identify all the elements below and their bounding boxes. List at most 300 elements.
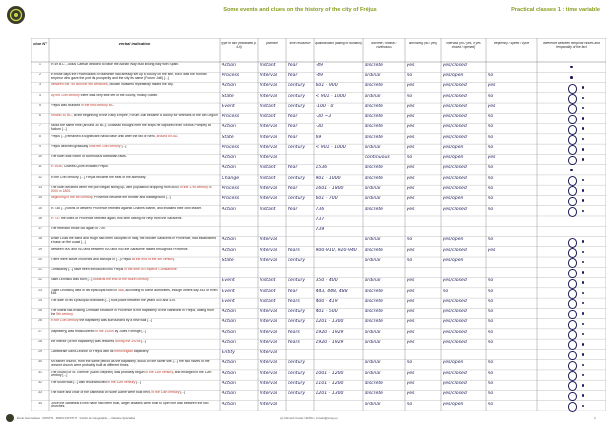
verbal-indication: In 736 [...] towns of western Provence rebelled against Charles Martel, and installed their own leader. xyxy=(50,206,202,210)
annotation-res: century xyxy=(287,103,306,109)
clue-number: 34 xyxy=(38,401,42,405)
column-header: quantification (dating or duration) xyxy=(315,42,362,45)
difference-circle-mark xyxy=(568,320,577,330)
column-header: type of fact (restatuted p. 4-6) xyxy=(221,42,257,49)
difference-dot-mark xyxy=(582,353,585,356)
difference-dot-mark xyxy=(582,148,585,151)
annotation-f: no xyxy=(487,196,494,202)
difference-circle-mark xyxy=(568,248,577,258)
annotation-a: yes xyxy=(406,288,415,294)
annotation-f: yes xyxy=(487,83,496,89)
highlighted-time-expression: In 737 xyxy=(50,216,60,220)
annotation-f xyxy=(488,258,536,267)
annotation-i: yes/closed xyxy=(442,114,467,120)
verbal-indication: In 1536, Charles-Quint invaded Fréjus. xyxy=(50,165,109,169)
annotation-prim: Interval xyxy=(259,401,278,407)
annotation-d: discrete xyxy=(364,288,383,294)
annotation-res: century xyxy=(287,391,306,397)
annotation-f: no xyxy=(487,319,494,325)
annotation-a: no xyxy=(406,93,413,99)
annotation-a: yes xyxy=(406,83,415,89)
annotation-i: yes/closed xyxy=(442,62,467,68)
annotation-i: yes/open xyxy=(442,401,464,407)
verbal-indication: Fréjus was founded in the first century BC. xyxy=(50,103,115,107)
annotation-f: yes xyxy=(487,247,496,253)
annotation-d: discrete xyxy=(364,247,383,253)
highlighted-time-expression: around 69 AD xyxy=(156,134,178,138)
annotation-a: yes xyxy=(406,309,415,315)
annotation-a: yes xyxy=(406,247,415,253)
annotation-prim: Interval xyxy=(259,185,278,191)
annotation-q xyxy=(316,268,362,277)
annotation-prim: Interval xyxy=(259,309,278,315)
difference-dot-mark xyxy=(582,158,585,161)
column-header: frequency / speed / cycle xyxy=(493,42,530,45)
annotation-f xyxy=(488,217,536,226)
annotation-q: 1536 xyxy=(315,165,328,171)
annotation-f: no xyxy=(487,329,494,335)
annotation-d: ordinal xyxy=(364,339,381,345)
difference-circle-mark xyxy=(568,104,577,114)
annotation-i: yes/closed xyxy=(442,206,467,212)
clue-number: 2 xyxy=(39,73,41,77)
annotation-q: 1601 - 1800 xyxy=(315,185,344,191)
annotation-a: no xyxy=(406,237,413,243)
annotation-a: yes xyxy=(406,62,415,68)
verbal-indication: The church of St. Etienne (Saint Stephen) was probably begun in the 11th century, and enlarged in the 12th century [...] xyxy=(50,370,212,378)
annotation-d: ordinal xyxy=(364,278,381,284)
difference-circle-mark xyxy=(568,207,577,217)
verbal-indication: The town declined when the port began silting up, with population dropping from 8000 in the 17th century to 2000 in 1800. xyxy=(50,185,212,193)
annotation-i xyxy=(443,350,485,359)
annotation-a: yes xyxy=(406,103,415,109)
verbal-indication: About the same time (around 30 BC), Octavian brought here the ships he captured from Sextus Pompey at Actium [...] xyxy=(50,124,211,132)
annotation-i: yes/closed xyxy=(442,298,467,304)
annotation-i: no xyxy=(442,288,449,294)
annotation-i: yes/open xyxy=(442,257,464,263)
annotation-i: yes/open xyxy=(442,360,464,366)
annotation-i: yes/closed xyxy=(442,83,467,89)
annotation-q: -49 xyxy=(315,62,324,68)
highlighted-time-expression: during the 1920s xyxy=(115,339,141,343)
highlighted-time-expression: Beginning in the 6th century xyxy=(50,196,93,200)
difference-circle-mark xyxy=(568,299,577,309)
difference-dot-mark xyxy=(582,117,585,120)
annotation-type: State xyxy=(221,134,234,140)
annotation-q: 401 - 500 xyxy=(315,309,338,315)
annotation-i: yes/closed xyxy=(442,165,467,171)
annotation-i: yes/closed xyxy=(442,329,467,335)
clue-number: 11 xyxy=(38,165,42,169)
annotation-res xyxy=(288,237,313,246)
annotation-type xyxy=(222,227,257,236)
annotation-res: century xyxy=(287,83,306,89)
column-header: verbal indication xyxy=(118,42,151,46)
annotation-res xyxy=(288,227,313,236)
verbal-indication: The nave and choir of the cathedral of Notre Dame were built next, in the 13th century [...] xyxy=(50,391,186,395)
highlighted-time-expression: until the 10th century xyxy=(89,144,121,148)
verbal-indication: There were active churches and bishops in [...] Fréjus at the end of the 4th century. xyxy=(50,257,175,261)
column-header: discrete / ordinal / continuous xyxy=(371,42,397,49)
annotation-res: century xyxy=(287,93,306,99)
page-subtitle: Practical classes 1 : time variable xyxy=(511,7,600,13)
annotation-res: Year xyxy=(287,73,298,79)
annotation-a: yes xyxy=(406,144,415,150)
verbal-indication: Christianity [...] have been introduced into Fréjus in the time of Emperor Constantine. xyxy=(50,268,178,272)
highlighted-time-expression: In 1536 xyxy=(50,165,62,169)
column-header: time resolution xyxy=(289,42,311,45)
column-header: intervals (no / yes, if yes closed / opened) xyxy=(446,42,481,49)
difference-circle-mark xyxy=(568,125,577,135)
annotation-d: discrete xyxy=(364,391,383,397)
annotation-type: Action xyxy=(221,237,236,243)
annotation-a: yes xyxy=(406,370,415,376)
annotation-prim: Interval xyxy=(259,339,278,345)
annotation-type: Process xyxy=(221,114,240,120)
annotation-prim: Interval xyxy=(259,144,278,150)
annotation-f: no xyxy=(487,144,494,150)
clue-number: 23 xyxy=(38,288,42,292)
clue-number: 9 xyxy=(39,144,41,148)
difference-circle-mark xyxy=(568,402,577,412)
annotation-res: Year xyxy=(287,165,298,171)
annotation-type: Action xyxy=(221,309,236,315)
annotation-f: no xyxy=(487,288,494,294)
annotation-res: century xyxy=(287,381,306,386)
annotation-f xyxy=(488,63,536,72)
annotation-q xyxy=(316,402,362,411)
verbal-indication: [baptistery] was rediscovered in the 1920s by Jules Formigé [...] xyxy=(50,329,147,333)
verbal-indication: By the 10th century there was very little left of the colony, mostly rubble. xyxy=(50,93,159,97)
annotation-prim: Interval xyxy=(259,83,278,89)
difference-dot-mark xyxy=(582,323,585,326)
annotation-type: Process xyxy=(221,185,240,191)
annotation-d: ordinal xyxy=(364,257,381,263)
clue-number: 27 xyxy=(38,329,42,333)
annotation-prim: Instant xyxy=(259,165,276,171)
annotation-a: no xyxy=(406,155,413,161)
annotation-a xyxy=(407,217,440,226)
annotation-i xyxy=(443,217,485,226)
verbal-indication: In 49 B.C., Julius Caesar decided to base the Adrian Way built linking Italy with Spain. xyxy=(50,62,180,66)
footer-center: (c) Clément Coulet / ENSG / ccoulet@ensg.eu xyxy=(280,416,338,420)
annotation-f: no xyxy=(487,360,494,366)
annotation-f: no xyxy=(487,237,494,243)
annotation-q: 900-910, 920-940 xyxy=(315,247,357,253)
verbal-indication: In the 13th century the baptistery was surrounded by a new wall [...] xyxy=(50,319,152,323)
annotation-f xyxy=(488,350,536,359)
clue-number: 28 xyxy=(38,339,42,343)
annotation-res: Year xyxy=(287,185,298,191)
annotation-prim: Interval xyxy=(259,134,278,140)
footer-left: École Géomatique · MOSTIS · PARIS INSTITUT · Institut de Géographie — Mastère Spécialisé xyxy=(17,416,136,420)
annotation-f: no xyxy=(487,175,494,181)
annotation-q: 1201 - 1300 xyxy=(315,319,344,325)
annotation-type: Process xyxy=(221,144,240,150)
annotation-d: continuous xyxy=(364,155,390,161)
difference-circle-mark xyxy=(568,135,577,145)
annotation-a: no xyxy=(406,401,413,407)
annotation-d xyxy=(365,268,404,277)
annotation-prim: Interval xyxy=(259,196,278,202)
difference-dot-mark xyxy=(582,199,585,202)
annotation-d: discrete xyxy=(364,114,383,120)
annotation-i: yes/closed xyxy=(442,391,467,397)
difference-circle-mark xyxy=(568,84,577,94)
annotation-q: < 901 - 1000 xyxy=(315,93,346,99)
verbal-indication: Cathédrale Saint-Léonce of Fréjus with its merovingian baptistery xyxy=(50,350,149,354)
annotation-f xyxy=(488,227,536,236)
verbal-indication: In 737 the cities of Provence rebelled again, this time calling for help from the Saracens xyxy=(50,216,182,220)
annotation-f: no xyxy=(487,381,494,386)
annotation-a: yes xyxy=(406,319,415,325)
difference-circle-mark xyxy=(568,258,577,268)
annotation-q xyxy=(316,155,362,164)
highlighted-time-expression: In the 13th century xyxy=(50,319,79,323)
annotation-prim xyxy=(260,227,285,236)
highlighted-time-expression: 5th century xyxy=(56,311,73,316)
annotation-type: Action xyxy=(221,247,236,253)
annotation-type: Change xyxy=(221,175,240,181)
annotation-res: century xyxy=(287,278,306,284)
annotation-a: yes xyxy=(406,381,415,386)
clue-number: 8 xyxy=(39,134,41,138)
highlighted-time-expression: Around 30 BC xyxy=(50,114,72,118)
verbal-indication: The south wall [...] was reconstructed in the 12th century [...] xyxy=(50,381,141,384)
annotation-a: no xyxy=(406,257,413,263)
difference-circle-mark xyxy=(568,94,577,104)
annotation-d xyxy=(365,217,404,226)
highlighted-time-expression: 488 xyxy=(117,288,124,292)
difference-dot-mark xyxy=(582,127,585,130)
annotation-d: discrete xyxy=(364,62,383,68)
clue-number: 15 xyxy=(38,206,42,210)
annotation-i: yes/closed xyxy=(442,247,467,253)
highlighted-time-expression: merovingian xyxy=(114,350,133,354)
clue-table xyxy=(31,38,606,411)
annotation-q: 1920 - 1929 xyxy=(315,339,344,345)
annotation-d: discrete xyxy=(364,309,383,315)
verbal-indication: [Saint Leontius] died in his episcopal town in 488, according to some authorities, though others say 443 or even 448. xyxy=(50,288,218,296)
annotation-a xyxy=(407,268,440,277)
annotation-f: no xyxy=(487,391,494,397)
annotation-q: 443, 448, 488 xyxy=(315,288,348,294)
annotation-prim: Interval xyxy=(259,391,278,397)
annotation-res: century xyxy=(287,196,306,202)
annotation-res: Year xyxy=(287,206,298,212)
highlighted-time-expression: in the 17th century to 2000 in 1800 xyxy=(50,185,212,193)
difference-dot-mark xyxy=(582,312,585,315)
annotation-d: discrete xyxy=(364,319,383,325)
annotation-type: Action xyxy=(221,339,236,345)
annotation-d: discrete xyxy=(364,103,383,109)
annotation-type: Action xyxy=(221,329,236,335)
annotation-i: yes/closed xyxy=(442,103,467,109)
annotation-q: 601 - 700 xyxy=(315,196,338,202)
difference-dot-mark xyxy=(570,169,573,172)
annotation-res: century xyxy=(287,370,306,376)
annotation-type: Action xyxy=(221,83,236,89)
verbal-indication: While Louis the Blind and Hugh had been occupied in Italy, the Muslim Saracens in Provence, had established a base on the coast [...] xyxy=(50,237,216,244)
annotation-q xyxy=(316,237,362,246)
annotation-q: 1201 - 1300 xyxy=(315,391,344,397)
difference-dot-mark xyxy=(582,384,585,387)
annotation-d: ordinal xyxy=(364,196,381,202)
annotation-d: ordinal xyxy=(364,144,381,150)
annotation-prim: Instant xyxy=(259,278,276,284)
annotation-a: no xyxy=(406,360,413,366)
clue-number: 13 xyxy=(38,185,42,189)
clue-number: 12 xyxy=(38,175,42,179)
clue-number: 3 xyxy=(39,83,41,87)
clue-number: 29 xyxy=(38,350,42,354)
annotation-f: no xyxy=(487,93,494,99)
annotation-prim: Interval xyxy=(259,93,278,99)
annotation-q: -30 ~3 xyxy=(315,114,332,120)
annotation-f: no xyxy=(487,114,494,120)
annotation-f: no xyxy=(487,185,494,191)
clue-number: 19 xyxy=(38,247,42,251)
annotation-f: no xyxy=(487,370,494,376)
annotation-type: Action xyxy=(221,370,236,376)
annotation-res xyxy=(288,155,313,164)
clue-number: 30 xyxy=(38,360,42,364)
annotation-type: Event xyxy=(221,298,235,304)
annotation-res: Years xyxy=(287,247,300,253)
footer-logo-icon xyxy=(6,414,14,422)
annotation-prim: Interval xyxy=(259,73,278,79)
clue-number: 4 xyxy=(39,93,41,97)
difference-dot-mark xyxy=(582,394,585,397)
annotation-a: no xyxy=(406,73,413,79)
clue-number: 33 xyxy=(38,391,42,395)
annotation-res xyxy=(288,268,313,277)
annotation-q: 737 xyxy=(315,216,325,222)
annotation-q: 739 xyxy=(315,227,325,233)
annotation-a: yes xyxy=(406,206,415,212)
annotation-q: 1101 - 1200 xyxy=(315,381,344,386)
annotation-type xyxy=(222,268,257,277)
difference-circle-mark xyxy=(568,269,577,279)
clue-number: 5 xyxy=(39,103,41,107)
annotation-f: no xyxy=(487,401,494,407)
annotation-type: Event xyxy=(221,103,235,109)
annotation-prim: Instant xyxy=(259,103,276,109)
verbal-indication: Around 30 BC, at the beginning of the Early Empire, Forum Julii became a colony for veterans of the 8th Legion xyxy=(50,114,218,118)
annotation-res: century xyxy=(287,175,306,181)
annotation-res: century xyxy=(287,309,306,315)
difference-dot-mark xyxy=(582,240,585,243)
annotation-f: no xyxy=(487,134,494,140)
highlighted-time-expression: in the 1920s xyxy=(95,329,114,333)
annotation-prim: Instant xyxy=(259,288,276,294)
annotation-f: no xyxy=(487,206,494,212)
annotation-a: yes xyxy=(406,278,415,284)
verbal-indication: The date of his Episcopal ordination [...] took place between the years 400 and 419. xyxy=(50,298,176,302)
highlighted-time-expression: in the 11th century xyxy=(145,370,173,374)
annotation-prim: Instant xyxy=(259,175,276,181)
annotation-prim: Interval xyxy=(259,329,278,335)
annotation-a: yes xyxy=(406,185,415,191)
annotation-a: yes xyxy=(406,165,415,171)
annotation-a: yes xyxy=(406,329,415,335)
column-header: difference between temporal virtues and temporality of the fact xyxy=(543,42,600,49)
annotation-d: discrete xyxy=(364,175,383,181)
annotation-res: Years xyxy=(287,329,300,335)
annotation-a: yes xyxy=(406,196,415,202)
annotation-q: 901 - 1000 xyxy=(315,175,341,181)
verbal-indication: Beginning in the 6th century, Provence became the frontier and battleground [...] xyxy=(50,196,171,200)
difference-dot-mark xyxy=(582,251,585,254)
institution-logo-icon xyxy=(6,5,26,25)
annotation-d: discrete xyxy=(364,206,383,212)
clue-number: 17 xyxy=(38,227,42,231)
annotation-prim xyxy=(260,268,285,277)
highlighted-time-expression: towards the end of the fourth century xyxy=(93,278,149,282)
annotation-f: no xyxy=(487,165,494,171)
clue-number: 10 xyxy=(38,155,42,159)
annotation-prim: Interval xyxy=(259,247,278,253)
difference-dot-mark xyxy=(582,210,585,213)
annotation-d xyxy=(365,350,404,359)
annotation-i: yes/closed xyxy=(442,124,467,130)
annotation-prim: Interval xyxy=(259,381,278,386)
annotation-f: no xyxy=(487,124,494,130)
annotation-q: < 901 - 1000 xyxy=(315,144,346,150)
highlighted-time-expression: in the 12th century xyxy=(107,381,136,384)
annotation-res: century xyxy=(287,319,306,325)
annotation-a: yes xyxy=(406,114,415,120)
annotation-res xyxy=(288,402,313,411)
annotation-res: Year xyxy=(287,114,298,120)
annotation-q: -100 - 0 xyxy=(315,103,334,109)
annotation-a xyxy=(407,350,440,359)
annotation-d: discrete xyxy=(364,165,383,171)
difference-circle-mark xyxy=(568,238,577,248)
annotation-f: no xyxy=(487,73,494,79)
verbal-indication: the interior (of the baptistery) was restored during the 1920s [...] xyxy=(50,339,147,343)
annotation-a: yes xyxy=(406,298,415,304)
annotation-q: 69 xyxy=(315,134,322,140)
annotation-prim: Interval xyxy=(259,319,278,325)
annotation-d: ordinal xyxy=(364,185,381,191)
verbal-indication: In the 10th century, [...] Fréjus became the seat of the admiralty. xyxy=(50,175,147,179)
annotation-type: Action xyxy=(221,165,236,171)
annotation-i: yes/open xyxy=(442,237,464,243)
annotation-prim: Interval xyxy=(259,124,278,130)
clue-number: 6 xyxy=(39,114,41,118)
difference-circle-mark xyxy=(568,371,577,381)
verbal-indication: The oldest still-existing Christian structure in Provence is the baptistery of the cathedral in Fréjus, dating from the 5th century. xyxy=(50,309,214,316)
annotation-d: discrete xyxy=(364,83,383,89)
annotation-type: State xyxy=(221,257,234,263)
annotation-i: yes/closed xyxy=(442,381,467,386)
clue-number: 21 xyxy=(38,268,42,272)
annotation-prim: Instant xyxy=(259,114,276,120)
annotation-a: yes xyxy=(406,124,415,130)
difference-dot-mark xyxy=(582,343,585,346)
annotation-type: Action xyxy=(221,360,236,366)
clue-number: 31 xyxy=(38,370,42,374)
annotation-f: no xyxy=(487,298,494,304)
difference-dot-mark xyxy=(582,405,585,408)
annotation-i: yes/closed xyxy=(442,339,467,345)
annotation-d: discrete xyxy=(364,381,383,386)
annotation-i: yes/closed xyxy=(442,175,467,181)
verbal-indication: Once the cathedral's new nave had been built, larger arcades were built to open the wall between the two churches. xyxy=(50,401,209,409)
annotation-res: Year xyxy=(287,62,298,68)
annotation-q: -30 xyxy=(315,124,324,130)
